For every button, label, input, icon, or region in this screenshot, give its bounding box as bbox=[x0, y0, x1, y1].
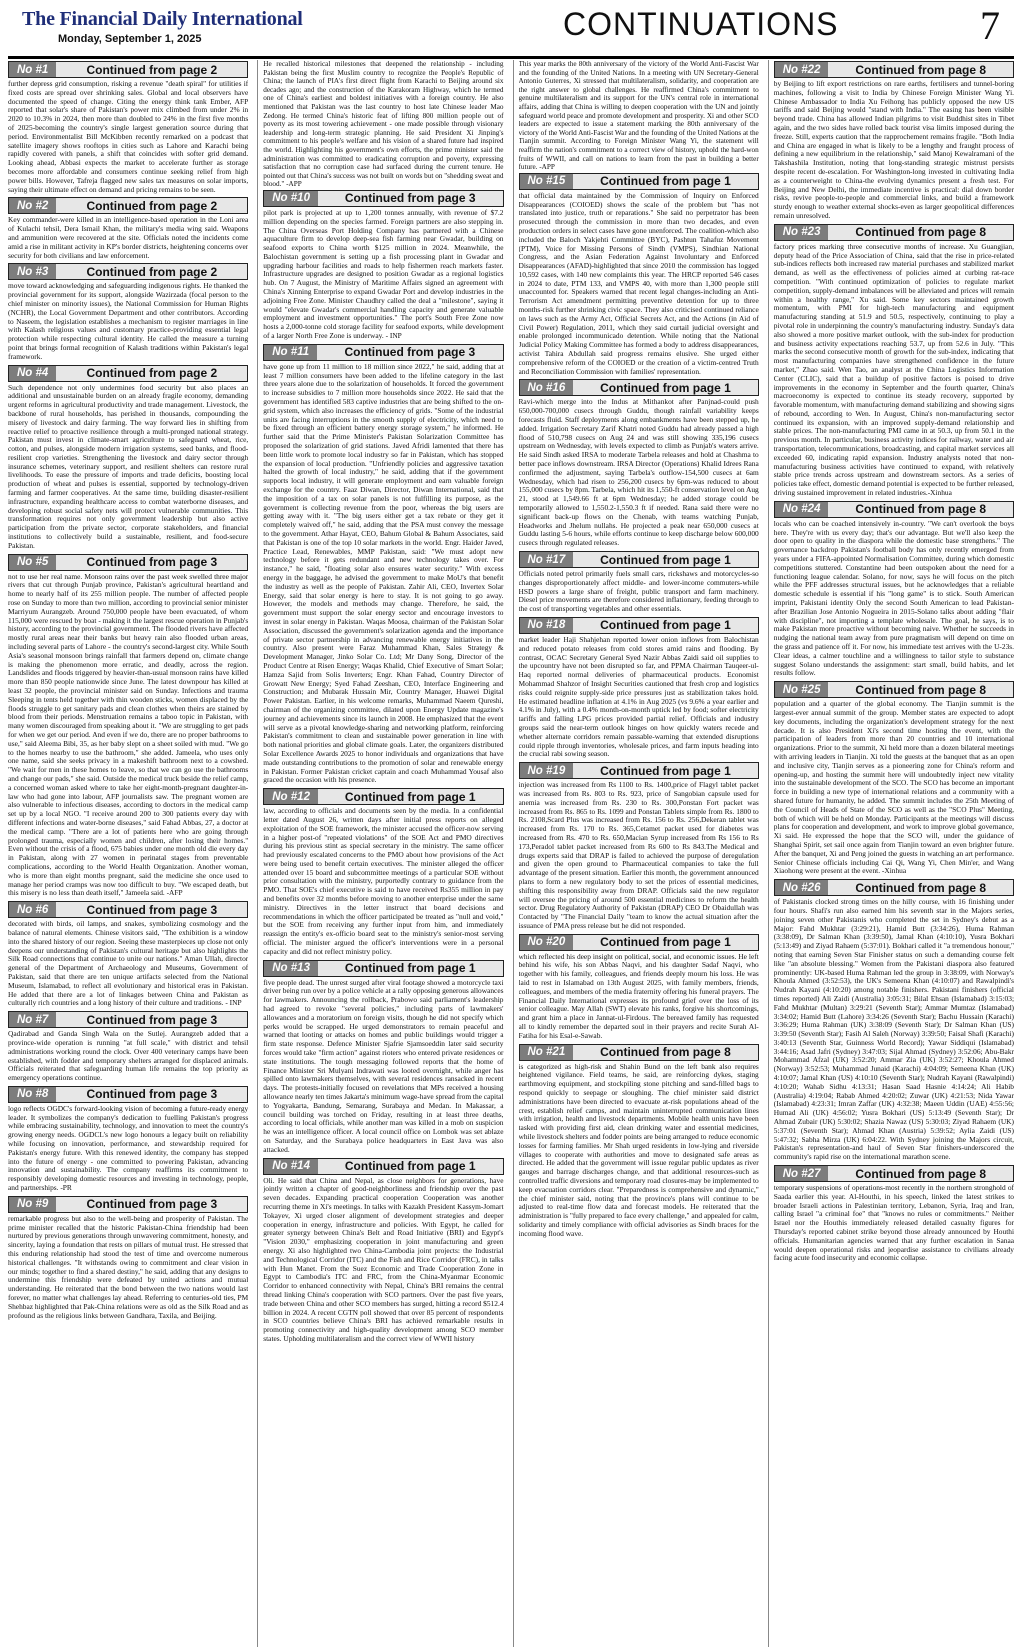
story-14 bbox=[263, 1157, 503, 1344]
story-11 bbox=[263, 343, 503, 785]
story-3 bbox=[8, 262, 248, 361]
story-header bbox=[774, 501, 1014, 518]
story-number: No #15 bbox=[520, 174, 574, 189]
story-number: No #18 bbox=[520, 618, 574, 633]
continued-from-label: Continued from page 8 bbox=[855, 1166, 987, 1181]
story-number: No #14 bbox=[264, 1159, 318, 1174]
story-body: Qadirabad and Ganda Singh Wala on the Sutlej. Aurangzeb added that a province-wide operation is running "at full scale," with district and tehsil administrations working round the clock. Over 400 veterinary camps have been established, with fodder and temporary shelters arranged for displaced animals. Officials reiterated that safeguarding human life remains the top priority as emergency operations continue. bbox=[8, 1030, 249, 1083]
story-header bbox=[8, 901, 248, 918]
story-5 bbox=[8, 553, 248, 898]
story-17 bbox=[519, 550, 759, 614]
story-header bbox=[774, 61, 1014, 78]
column-1 bbox=[8, 60, 248, 1647]
story-header bbox=[8, 263, 248, 280]
story-header bbox=[8, 1011, 248, 1028]
story-header bbox=[263, 344, 503, 361]
story-header bbox=[519, 173, 759, 190]
story-header bbox=[8, 1196, 248, 1213]
story-body: Key commander-were killed in an intelligence-based operation in the Loni area of Kulachi tehsil, Dera Ismail Khan, the military's media wing said. Weapons and ammunition were recovered at the site. Officials noted the incidents come amid a rise in militant activity in KP's border districts, heightening concerns over security for both civilians and law enforcement. bbox=[8, 216, 249, 260]
story-number: No #16 bbox=[520, 380, 574, 395]
story-9 bbox=[8, 1195, 248, 1321]
story-body: logo reflects OGDC's forward-looking vision of becoming a future-ready energy leader. It symbolizes the company's dedication to fuelling Pakistan's progress while embracing sustainability, technology, and innovation to meet the country's growing energy needs. OGDCL's new logo honours a legacy built on reliability while focusing on innovation, performance, and stewardship required for Pakistan's energy future. With this renewed identity, the company has stepped into the future of energy - one committed to powering Pakistan, advancing innovation and sustainability. The company reaffirms its commitment to responsibly developing domestic resources and investing in technology, people, and partnerships. -PR bbox=[8, 1104, 249, 1193]
continued-from-label: Continued from page 3 bbox=[86, 1197, 218, 1212]
story-2 bbox=[8, 196, 248, 260]
story-12 bbox=[263, 787, 503, 957]
story-body: law, according to officials and documents seen by the media. In a confidential letter dated August 26, written days after initial press reports on alleged exploitation of the SOE framework, the minister accused the officer-now serving in a higher post-of "repeated violations" of the SOE Act and PMO directives during his previous stint as special secretary in the ministry. The same officer had previously escalated concerns to the PMO about how provisions of the Act were being used to benefit certain executives. The minister alleged the officer attended over 15 board and subcommittee meetings of a particular SOE without prior consultation with the ministry, purportedly contrary to guidance from the PMO. That SOE's chief executive is said to have received Rs355 million in pay and benefits over 32 months before moving to another enterprise under the same ministry. Directives in the letter instruct that board decisions and recommendations in which the officer participated be treated as "null and void," but the SOE from receiving any further input from him, and immediately reassign the entity's ex-officio board seat to the ministry's senior-most serving official. The minister argued the officer's interventions were in a personal capacity and did not reflect ministry policy. bbox=[263, 807, 504, 956]
story-26 bbox=[774, 878, 1014, 1162]
story-body: decorated with birds, oil lamps, and snakes, symbolizing cosmology and the balance of natural elements. Chinese visitors said, "The exhibition is a window into the shared history of our region. Seeing these masterpieces up close not only deepens our understanding of Pakistan's cultural heritage but also highlights the Silk Road connections that continue to unite our nations." Aman Ullah, director general of the Department of Archaeology and Museums, Government of Pakistan, said that there are ten unique artifacts selected from the National Museum, Islamabad, to reflect all evolutionary and historical eras in Pakistan. He added that there are a lot of linkages between China and Pakistan as culturally rich countries and a long history of their culture and traditions. - INP bbox=[8, 920, 249, 1008]
story-body: market leader Haji Shahjehan reported lower onion inflows from Balochistan and reduced potato releases from cold stores amid rains and flooding. By contrast, OCAC Secretary General Syed Nazir Abbas Zaidi said oil supplies to the upcountry have not been disrupted so far, and PPMA Chairman Tauqeer-ul-Haq reported normal deliveries of pharmaceutical products. Economist Mohammad Shahzor of Insight Securities cautioned that fresh crop and logistics risks could reignite supply-side price pressures just as stabilization takes hold. He estimated headline inflation at 4.1% in Aug 2025 (vs 9.6% a year earlier and 4.1% in July), with a 0.4% month-on-month uptick led by food; softer electricity tariffs and falling LPG prices provided partial relief. Officials and industry groups said the near-term outlook hinges on how quickly waters recede and whether alternate corridors remain passable-warning that extended disruptions could ripple through inventories, wholesale prices, and farm inputs heading into the crucial rabi sowing season. bbox=[518, 635, 759, 759]
continued-from-label: Continued from page 8 bbox=[855, 880, 987, 895]
story-number: No #19 bbox=[520, 763, 574, 778]
story-7 bbox=[8, 1010, 248, 1083]
story-body: population and a quarter of the global economy. The Tianjin summit is the largest-ever annual summit of the group. Member states are expected to adopt key documents, including the organization's development strategy for the next decade. It is also President Xi's second time hosting the event, with the participation of leaders from more than 20 countries and 10 international organizations. Prior to the summit, Xi held more than a dozen bilateral meetings with arriving leaders in Tianjin. Xi told the guests at the banquet that as an open and inclusive city, Tianjin serves as a pioneering zone for China's reform and opening-up, and hosting the summit here will undoubtedly inject new vitality into the sustainable development of the SCO. The SCO has become an important force in building a new type of international relations and a community with a shared future for humanity, he added. The summit includes the 25th Meeting of the Council of Heads of State of the SCO as well as the "SCO Plus" Meeting, both of which will be held on Monday. Participants at the meetings will discuss plans for cooperation and development, and work to improve global governance, Xi said. He expressed the hope that the SCO will, under the guidance of Shanghai Spirit, set sail once again from Tianjin toward an even brighter future. After the banquet, Xi and Peng joined the guests in watching an art performance. Senior Chinese officials including Cai Qi, Wang Yi, Chen Min'er, and Wang Xiaohong were present at the event. -Xinhua bbox=[773, 700, 1014, 876]
continued-from-label: Continued from page 3 bbox=[86, 902, 218, 917]
continued-from-label: Continued from page 2 bbox=[86, 62, 218, 77]
column-3-lead-text: This year marks the 80th anniversary of the victory of the World Anti-Fascist War and the founding of the United Nations. In a meeting with UN Secretary-General Antonio Guterres, Xi stressed that multilateralism, solidarity, and cooperation are the right answer to global challenges. He reaffirmed China's commitment to genuine multilateralism and its support for the UN's central role in international affairs, adding that China is willing to deepen cooperation with the UN and jointly safeguard world peace and promote development and prosperity. Xi and other SCO leaders are expected to issue a statement marking the 80th anniversary of the victory of the World Anti-Fascist War and the founding of the United Nations at the Tianjin summit. According to Foreign Minister Wang Yi, the statement will reaffirm the nation's commitment to a correct view of history, uphold the hard-won fruits of WWII, and call on nations to learn from the past in building a better future. -APP bbox=[518, 60, 759, 172]
column-4 bbox=[768, 60, 1014, 1647]
continued-from-label: Continued from page 2 bbox=[86, 366, 218, 381]
continued-from-label: Continued from page 3 bbox=[86, 1012, 218, 1027]
continued-from-label: Continued from page 1 bbox=[344, 789, 476, 804]
story-number: No #17 bbox=[520, 552, 574, 567]
story-body: pilot park is projected at up to 1,200 tonnes annually, with revenue of $7.2 million depending on the species farmed. Foreign partners are also stepping in. The China Overseas Port Holding Company has partnered with a Chinese aquaculture firm to develop deep-sea fish farming near Gwadar, building on seafood exports to China worth $125 million in 2024. Meanwhile, the Balochistan government is setting up a fish processing plant in Gwadar and upgrading harbour facilities and roads to help fishermen reach markets faster. Infrastructure upgrades are designed to position Gwadar as a regional logistics hub. On 7 August, the Ministry of Maritime Affairs signed an agreement with China's Xinning Enterprise to expand Gwadar Port and develop industries in the adjoining Free Zone. Minister Chaudhry called the deal a "milestone", saying it would "elevate Gwadar's commercial handling capacity and generate valuable employment and investment opportunities." The port's South Free Zone now hosts a 2,000-tonne cold storage facility for seafood exports, while development of a larger North Free Zone is underway. - INP bbox=[263, 208, 504, 341]
story-number: No #26 bbox=[775, 880, 829, 895]
story-number: No #1 bbox=[9, 62, 56, 77]
story-8 bbox=[8, 1085, 248, 1193]
story-1 bbox=[8, 60, 248, 194]
story-18 bbox=[519, 616, 759, 759]
story-header bbox=[519, 617, 759, 634]
continued-from-label: Continued from page 1 bbox=[600, 618, 731, 633]
story-22 bbox=[774, 60, 1014, 221]
masthead bbox=[8, 0, 1014, 59]
story-number: No #7 bbox=[9, 1012, 56, 1027]
continued-from-label: Continued from page 8 bbox=[600, 1045, 731, 1060]
story-number: No #6 bbox=[9, 902, 56, 917]
story-body: Such dependence not only undermines food security but also places an additional and unsustainable burden on an already fragile economy, demanding urgent reforms in agricultural productivity and trade management. Livestock, the backbone of rural households, has perished in thousands, compounding the misery of livestock and dairy farming. The way forward lies in shifting from reactive relief to proactive resilience through a multi-pronged national strategy. Pakistan must invest in climate-smart agriculture to safeguard wheat, rice, cotton, and pulses, alongside modern irrigation systems, seed banks, and flood-resilient crop varieties. Strengthening the livestock and dairy sector through insurance schemes, veterinary support, and resilient shelters can restore rural livelihoods. To ease the pressure of imports and trade deficits, boosting local production of wheat and pulses is essential, supported by technology-driven farming and farmer cooperatives. At the same time, building disaster-resilient infrastructure, expanding healthcare access to combat waterborne diseases, and developing robust social safety nets will protect vulnerable communities. This transformation requires not only government leadership but also active participation from the private sector, corporate stakeholders, and financial institutions to collectively build a sustainable, resilient, and food-secure Pakistan. bbox=[8, 383, 249, 550]
story-21 bbox=[519, 1043, 759, 1239]
continued-from-label: Continued from page 8 bbox=[855, 682, 987, 697]
story-number: No #27 bbox=[775, 1166, 829, 1181]
columns bbox=[8, 60, 1014, 1647]
story-number: No #11 bbox=[264, 345, 317, 360]
story-header bbox=[519, 762, 759, 779]
story-19 bbox=[519, 761, 759, 931]
story-number: No #13 bbox=[264, 961, 318, 976]
story-number: No #12 bbox=[264, 789, 318, 804]
story-number: No #23 bbox=[775, 225, 829, 240]
newspaper-brand: The Financial Daily International bbox=[22, 8, 303, 30]
story-header bbox=[263, 1158, 503, 1175]
continued-from-label: Continued from page 1 bbox=[600, 935, 731, 950]
continued-from-label: Continued from page 3 bbox=[344, 345, 476, 360]
story-13 bbox=[263, 959, 503, 1155]
story-27 bbox=[774, 1164, 1014, 1263]
story-4 bbox=[8, 364, 248, 551]
story-header bbox=[519, 379, 759, 396]
column-2-lead-text: He recalled historical milestones that deepened the relationship - including Pakistan being the first Muslim country to recognize the People's Republic of China; the launch of PIA's first direct flight from Karachi to Beijing around six decades ago; and the construction of the Karakoram Highway, which he termed one of China's earliest and boldest initiatives with a foreign country. He also mentioned that Pakistan was the last country to host late Chinese leader Mao Zedong. He termed China's historic feat of lifting 800 million people out of poverty as its most towering achievement - one made possible through visionary leadership and long-term strategic planning. He said President Xi Jinping's commitment to his people's welfare and his vision of a shared future had inspired the world. Highlighting his government's own efforts, the prime minister said the administration was committed to eradicating corruption and poverty, expressing satisfaction that no corruption case had surfaced during the current tenure. He pointed out that China's success was not built on words but on "shedding sweat and blood." -APP bbox=[263, 60, 504, 189]
story-header bbox=[8, 61, 248, 78]
continued-from-label: Continued from page 8 bbox=[855, 225, 987, 240]
story-body: Oli. He said that China and Nepal, as close neighbors for generations, have jointly written a chapter of good-neighborliness and friendship over the past seven decades. Expanding practical cooperation Cooperation was another recurring theme in Xi's meetings. In talks with Kazakh President Kassym-Jomart Tokayev, Xi urged closer alignment of development strategies and deeper cooperation in energy, infrastructure and policies. With Egypt, he called for greater synergy between China's Belt and Road Initiative (BRI) and Egypt's "Vision 2030," emphasizing cooperation in joint manufacturing and green energy. Xi also highlighted two China-Cambodia joint projects: the Industrial and Technological Corridor (ITC) and the Fish and Rice Corridor (FRC), in talks with Hun Manet. From the Suez Economic and Trade Cooperation Zone in Egypt to Cambodia's ITC and FRC, from the China-Myanmar Economic Corridor to enhanced connectivity with Nepal, China's BRI remains the central thread linking China's cooperation with SCO partners. Over the past five years, trade between China and other SCO members has surged, hitting a record $512.4 billion in 2024. A recent CGTN poll showed that over 85 percent of respondents in SCO countries believe China's BRI has achieved remarkable results in promoting connectivity and high-quality development among SCO member states. Upholding multilateralism and the correct view of WWII history bbox=[263, 1176, 504, 1343]
story-body: temporary suspensions of operations-most recently in the northern stronghold of Saada earlier this year. Al-Houthi, in his speech, linked the latest strikes to broader Israeli actions in Palestinian territory, Lebanon, Syria, Iraq and Iran, calling Israel "a criminal foe" that "knows no rules or commitments." Neither Israel nor the Houthis immediately released detailed casualty figures for Thursday's reported cabinet strike beyond those already announced by Houthi officials. Humanitarian agencies warned that any further escalation in Sanaa would deepen operational risks and jeopardise assistance to civilians already facing acute food insecurity and economic collapse. bbox=[773, 1184, 1014, 1263]
story-number: No #5 bbox=[9, 555, 56, 570]
story-number: No #25 bbox=[775, 682, 829, 697]
continued-from-label: Continued from page 3 bbox=[86, 1087, 218, 1102]
continued-from-label: Continued from page 1 bbox=[600, 763, 731, 778]
story-header bbox=[519, 551, 759, 568]
continued-from-label: Continued from page 8 bbox=[855, 502, 987, 517]
story-header bbox=[263, 190, 503, 207]
story-header bbox=[8, 197, 248, 214]
story-header bbox=[774, 1165, 1014, 1182]
story-body: remarkable progress but also to the well-being and prosperity of Pakistan. The prime minister recalled that the historic Pakistan-China friendship had been nurtured by previous generations through unwavering commitment, honesty, and sincerity, laying a foundation that rests on pillars of mutual trust. He stressed that this enduring relationship had stood the test of time and overcome numerous historical challenges. "It withstands owing to commitment and clear vision in our minds; together to find a shared destiny," he said, adding that any designs to undermine this friendship were defeated by united actions and mutual understanding. He reiterated that the bond between the two nations would last forever, no matter what challenges lay ahead. Referring to centuries-old ties, PM Shehbaz highlighted that Pak-China relations were as old as the Silk Road and as profound as the religious links between Gandhara, Taxila, and Beijing. bbox=[8, 1214, 249, 1320]
story-header bbox=[8, 1086, 248, 1103]
continued-from-label: Continued from page 8 bbox=[855, 62, 987, 77]
story-body: have gone up from 11 million to 18 million since 2022," he said, adding that at least 7 million consumers have been added to the lifeline category in the last three years alone due to the solarization of households. It forced the government to increase subsidies to 7 million more households since 2022. He said that the government has identified 583 captive industries that are being shifted to the on-grid system, which also increases the efficiency of grids. "Some of the industrial units are facing interruptions in the smooth supply of electricity, which need to be fixed through an efficient battery energy storage system," he informed. He further said that the Prime Minister's Pakistan Solarization Committee has proposed the solarization of grid stations. Javed Afridi lamented that there has been little work to promote local industry so far in Pakistan, which has stopped the expansion of local production. "Unfriendly policies and aggressive taxation halted the growth of local industry," he said, adding that if the government supports local industry, it will generate employment and earn valuable foreign exchange for the country. Faaz Diwan, Director, Diwan International, said that the imposition of a tax on solar panels is not fulfilling its purpose, as the government is collecting revenue from the poor, whereas the big users are getting away with it. "The big users either get a tax rebate or they get it completely waived off," he said, adding that the PSA must convey the message to the government. Athar Hayat, CEO, Bahum Global & Bahum Associates, said that Pakistan is one of the top 10 solar markets in the world. Engr. Haider Javed, Practice Lead, Renewables, MMP Pakistan, said: "We must adopt new technology before it gets redundant and new technology takes over. For instance," he said, "floating solar also ensures water security." With excess energy in the baggage, he advised the government to make MoU's that benefit the industry as well as the people of Pakistan. Zahir Ali, CEO, Invertex Solar Energy, said that solar energy is here to stay. It is not going to go away. However, the models and methods may change. Therefore, he said, the government must support the solar energy sector and encourage investors to invest in solar energy in Pakistan. Waqas Moosa, chairman of the Pakistan Solar Association, discussed the government's solarization agenda and the importance of private sector partnership in advancing renewable energy initiatives in the country. Also present were Faraz Muhammad Khan, Sales Strategy & Development Manager, Jinko Solar Co. Ltd; Mr Dany Song, Director of the Product Centre at Risen Energy; Waqas Khalid, Chief Executive of Smart Solar; Hamza Sajid from Solis Inverters; Engr. Khan Fahad, Country Director of Growatt New Energy; Syed Fahad Zeeshan, CEO, Interface Engineering and Construction; and Mubarak Hussain Mir, Country Manager, Huawei Digital Power Pakistan. Earlier, in his welcome remarks, Muhammad Naeem Qureshi, chairman of the organizing committee, dilated upon Energy Update magazine's journey and achievements since its launch in 2008. He emphasized that the event will serve as a pivotal knowledge-sharing and networking platform, reinforcing Pakistan's commitment to clean and sustainable power generation in line with both national priorities and global climate goals. Later, the organizers distributed Solar Excellence Awards 2025 to honor individuals and organizations that have made outstanding contributions to the promotion of solar and renewable energy in Pakistan. Former Pakistan cricket captain and coach Muhammad Yousaf also graced the occasion with his presence. bbox=[263, 362, 504, 785]
story-number: No #10 bbox=[264, 191, 318, 206]
story-number: No #8 bbox=[9, 1087, 56, 1102]
story-6 bbox=[8, 900, 248, 1008]
story-10 bbox=[263, 189, 503, 341]
continued-from-label: Continued from page 2 bbox=[86, 264, 218, 279]
issue-date: Monday, September 1, 2025 bbox=[58, 33, 202, 45]
story-header bbox=[263, 788, 503, 805]
story-number: No #9 bbox=[9, 1197, 56, 1212]
story-23 bbox=[774, 223, 1014, 498]
continued-from-label: Continued from page 1 bbox=[600, 174, 731, 189]
story-body: which reflected his deep insight on political, social, and economic issues. He left behind his wife, his son Abbas Naqvi, and his daughter Sadaf Naqvi, who together with his family, colleagues, and friends deeply mourn his loss. He was laid to rest in Islamabad on 13th August 2025, with family members, friends, colleagues, and members of the media fraternity offering his funeral prayers. The Financial Daily International expresses its profound grief over the loss of its senior colleague. May Allah (SWT) elevate his ranks, forgive his shortcomings, and grant him a place in Jannat-ul-Firdous. The bereaved family has requested all to kindly remember the departed soul in their prayers and recite Surah Al-Fatiha for his Esal-e-Sawab. bbox=[518, 952, 759, 1040]
story-body: further depress grid consumption, risking a revenue "death spiral" for utilities if fixed costs are spread over shrinking sales. Global and local observers have documented the speed of change. Citing the energy think tank Ember, AFP reported that solar's share of Pakistan's power mix climbed from under 2% in 2020 to 10.3% in 2024, then more than doubled to 24% in the first five months of 2025-becoming the country's single largest generation source during that period. Environmentalist Bill McKibben recently remarked on a podcast that satellite imagery shows rooftops in cities such as Lahore and Karachi being rapidly covered with panels, a shift that coincides with softer grid demand. Looking ahead, Abbasi expects the market to accelerate further as storage becomes more affordable and consumers continue seeking relief from high power bills. However, Tafreja flagged new sales tax measures on solar imports, saying their ultimate effect on demand and pricing remains to be seen. bbox=[8, 80, 249, 194]
column-2 bbox=[257, 60, 503, 1647]
story-24 bbox=[774, 500, 1014, 678]
continued-from-label: Continued from page 3 bbox=[86, 555, 218, 570]
story-number: No #4 bbox=[9, 366, 56, 381]
story-header bbox=[8, 554, 248, 571]
story-20 bbox=[519, 933, 759, 1041]
story-number: No #3 bbox=[9, 264, 56, 279]
story-body: of Pakistanis clocked strong times on the hilly course, with 16 finishing under four hours. Shafi's run also earned him his seventh star in the Majors series, joining seven other Pakistanis who completed the set in Sydney's debut as a Major: Fahd Mukhtar (3:29:21), Hamid Butt (3:34:26), Huma Rahman (3:38:09), Dr Salman Khan (3:39:50), Jamal Khan (4:10:10), Yusra Bokhari (5:13:49) and Ziyad Rahaem (5:37:01). Bokhari called it "a tremendous honour," noting that earning Seven Star Finisher status on such a demanding course felt like "an absolute blessing." Women from the Pakistani diaspora also featured prominently: UK-based Huma Rahman led the group in 3:38:09, with Norway's Khoula Ahmed (3:52:53), the UK's Semeena Khan (4:10:07) and Rawalpindi's Nudrah Kayani (4:10:20) among notable finishers. Pakistani finishers (official times reported) Ali Zaidi (Australia) 3:05:31; Bilal Ehsan (Islamabad) 3:15:03; Fahd Mukhtar (Multan) 3:29:21 (Seventh Star); Ammar Mumtaz (Islamabad) 3:34:02; Hamid Butt (Lahore) 3:34:26 (Seventh Star); Bachu Hussain (Karachi) 3:36:29; Huma Rahman (UK) 3:38:09 (Seventh Star); Dr Salman Khan (US) 3:39:50 (Seventh Star); Fasih Al Saleh (Norway) 3:39:50; Faisal Shafi (Karachi) 3:40:13 (Seventh Star, Guinness World Record); Yawar Siddiqui (Islamabad) 3:44:16; Asad Jafri (Sydney) 3:47:03; Sijal Ahmad (Sydney) 3:52:06; Abu-Bakr Mohammad Afzal (UK) 3:52:20; Ammar Zia (UK) 3:52:27; Khoula Ahmed (Norway) 3:52:53; Muhammad Junaid (Karachi) 4:04:09; Semeena Khan (UK) 4:10:07; Jamal Khan (US) 4:10:10 (Seventh Star); Nudrah Kayani (Rawalpindi) 4:10:20; Wahab Sidhu 4:13:31; Hasan Saad Hasnie 4:14:24; Ali Habib (Australia) 4:19:04; Rabab Ahmed 4:20:02; Zuwar (UK) 4:21:53; Nida Yawar (Islamabad) 4:23:31; Imran Zaffar (UK) 4:32:38; Maeen Uddin (UAE) 4:55:56; Humad Ali (UK) 4:56:02; Yusra Bokhari (US) 5:13:49 (Seventh Star); Dr Ahmad Zubair (UK) 5:30:02; Shazia Nawaz (US) 5:30:03; Ziyad Rahaem (UK) 5:37:01 (Seventh Star); Ahmad Khan (Austria) 5:39:52; Aylia Zaidi (US) 5:47:32; Sabha Mirza (UK) 6:04:22. With Sydney joining the Majors circuit, Pakistan's representation-and haul of Seven Star finishers-underscored the community's rapid rise on the international marathon scene. bbox=[773, 898, 1014, 1162]
story-body: that official data maintained by the Commission of Inquiry on Enforced Disappearances (COIOED) shows the scale of the problem but "has not translated into justice, truth or reparations." She said no perpetrator has been prosecuted through the commission in more than two decades, and even production orders in select cases have gone unenforced. The coalition-which also included the Baloch Yakjehti Committee (BYC), Pashtun Tahafuz Movement (PTM), Voice for Missing Persons of Sindh (VMPS), Sindhian National Congress, and the Asian Federation Against Involuntary and Enforced Disappearances (AFAD)-highlighted that since 2010 the commission has logged 10,592 cases, with 140 new complaints this year. The HRCP reported 546 cases in 2024 to date, PTM 133, and VMPS 40, with more than 1,300 people still unaccounted for. Speakers warned that recent legal changes-including an Anti-Terrorism Act amendment permitting preventive detention for up to three months-risk further shrinking civic space. They also criticised continued reliance on laws such as the Army Act, Official Secrets Act, and the Actions (in Aid of Civil Power) Regulation, 2011, which they said curtail judicial oversight and enable prolonged incommunicado detention. While noting that the National Judicial Policy Making Committee has formed a body to address disappearances, activist Tahira Abdullah said progress remains elusive. She urged either comprehensive reform of the COIOED or the creation of a victim-centred Truth and Reconciliation Commission with families' representation. bbox=[518, 191, 759, 376]
section-title: CONTINUATIONS bbox=[563, 6, 839, 42]
story-header bbox=[774, 224, 1014, 241]
story-number: No #2 bbox=[9, 198, 56, 213]
story-25 bbox=[774, 680, 1014, 876]
story-header bbox=[8, 365, 248, 382]
story-number: No #20 bbox=[520, 935, 574, 950]
continued-from-label: Continued from page 1 bbox=[344, 1159, 476, 1174]
story-body: is categorized as high-risk and Shahin Bund on the left bank also requires heightened vigilance. Field teams, he said, are reinforcing dykes, staging earthmoving equipment, and stockpiling stone pitching and sand-filled bags to respond quickly to seepage or sloughing. The chief minister said district administrations have been directed to evacuate at-risk populations ahead of the crest, establish relief camps, and maintain uninterrupted communication lines with irrigation, health and livestock departments. Mobile health units have been tasked with providing first aid, clean drinking water and essential medicines, while livestock shelters and fodder points are being arranged to reduce economic losses for farming families. Mr Shah urged residents in low-lying and riverside villages to cooperate with authorities and move to designated safe areas as directed. He added that the government will issue regular public updates as river gauges and barrage discharges change, and that additional resources-such as controlled traffic diversions and temporary road closures-may be implemented to keep evacuation corridors clear. "Preparedness is comprehensive and dynamic," the chief minister said, noting that the province's plans will continue to be adjusted to real-time flow data and forecast models. He reiterated that the administration is "fully prepared to face every challenge," and appealed for calm, solidarity and timely compliance with official advisories as Sindh braces for the incoming flood wave. bbox=[518, 1062, 759, 1238]
continued-from-label: Continued from page 1 bbox=[600, 380, 731, 395]
story-header bbox=[519, 1044, 759, 1061]
story-body: Ravi-which merge into the Indus at Mithankot after Panjnad-could push 650,000-700,000 cusecs through Guddu, though rainfall variability keeps forecasts fluid. Staff deployments along embankments have been stepped up, he added. Irrigation Secretary Zarif Khatri noted Guddu had already passed a high flood of 510,798 cusecs on Aug 24 and was still showing 335,196 cusecs upstream on Wednesday, with levels expected to climb as Punjab's waters arrive. He said Sindh asked IRSA to moderate Tarbela releases and hold at Chashma to better pace inflows downstream. IRSA Director (Operations) Khalid Idrees Rana confirmed the adjustment, saying Tarbela's outflow-154,500 cusecs at 6am Wednesday, which had risen to 256,200 cusecs by 6pm-was reduced to about 155,000 cusecs by 8pm. Tarbela, which hit its 1,550-ft conservation level on Aug 21, stood at 1,549.66 ft at 6pm Wednesday; he added storage could be temporarily allowed to 1,550.2-1,550.3 ft if needed. Rana said there were no significant back-up flows on the Chenab, with teams watching Punjab, Headworks and Jhelum nullahs. He projected a peak near 650,000 cusecs at Guddu lasting 5-6 hours, while efforts continue to keep discharge below 600,000 cusecs through regulated releases. bbox=[518, 398, 759, 548]
story-header bbox=[263, 960, 503, 977]
story-number: No #22 bbox=[775, 62, 829, 77]
story-body: five people dead. The unrest surged after viral footage showed a motorcycle taxi driver being run over by a police vehicle at a rally opposing generous allowances for lawmakers. Announcing the rollback, Prabowo said parliament's leadership had agreed to revoke "several policies," including parts of lawmakers' allowances and a moratorium on foreign visits, though he did not specify which perks would be scrapped. He urged demonstrators to remain peaceful and warned that looting or attacks on homes and public buildings would trigger a firm state response. Defence Minister Sjafrie Sjamsoeddin later said security forces would take "firm action" against rioters who entered private residences or state institutions. The tough messaging followed reports that the home of Finance Minister Sri Mulyani Indrawati was looted overnight, while anger has spilled onto lawmakers themselves, with several residences ransacked in recent days. The protests-initially focused on revelations that MPs received a housing allowance nearly ten times Jakarta's minimum wage-have spread from the capital to Yogyakarta, Bandung, Semarang, Surabaya and Medan. In Makassar, a council building was torched on Friday, resulting in at least three deaths, according to local officials, while another man was killed in a mob on suspicion he was an intelligence officer. A local council office on Lombok was set ablaze on Saturday, and the Surabaya police headquarters in East Java was also attacked. bbox=[263, 978, 504, 1154]
story-header bbox=[774, 879, 1014, 896]
column-3 bbox=[513, 60, 759, 1647]
story-body: Officials noted petrol primarily fuels small cars, rickshaws and motorcycles-so changes disproportionately affect middle- and lower-income commuters-while HSD powers a large share of freight, public transport and farm machinery. Diesel price movements are therefore considered inflationary, feeding through to the cost of transporting vegetables and other essentials. bbox=[518, 570, 759, 614]
continued-from-label: Continued from page 2 bbox=[86, 198, 218, 213]
continued-from-label: Continued from page 1 bbox=[600, 552, 731, 567]
story-number: No #21 bbox=[520, 1045, 574, 1060]
continued-from-label: Continued from page 1 bbox=[344, 961, 476, 976]
story-15 bbox=[519, 172, 759, 377]
page-number: 7 bbox=[980, 3, 1000, 48]
story-header bbox=[519, 934, 759, 951]
story-body: injection was increased from Rs 1100 to Rs. 1400,price of Flagyl tablet packet was increased from Rs. 803 to Rs. 923, price of Sangobian capsule used for anemia was increased from Rs. 230 to Rs. 300,Ponstan Fort packet was increased from Rs. 865 to Rs. 1099 and Ponstan Tablets simple from Rs. 1800 to Rs. 2108,Scard Plus was increased from Rs. 156 to Rs. 256,Dekeran tablet was increased from Rs. 170 to Rs. 365,Cetamet packet used for diabetes was increased from Rs. 470 to Rs. 650,Macian Syrup increased from Rs 156 to Rs 173,Peradol tablet packet increased from Rs 600 to Rs 843.The Medical and drugs experts said that DRAP is failed to achieved the purpose of deregulation and given the open ground to Pharmaceutical companies to take the full advantage of the present situation. Earlier this month, the government announced plans to form a new regulatory body to set the prices of essential medicines, shifting this responsibility away from DRAP. Officials said the new regulator will oversee the pricing of around 500 essential medicines to reform the health sector. Drug Regulatory Authority of Pakistan (DRAP) CEO Dr Obaidullah was Contacted by "The Financial Daily "team to know the actual situation after the issuance of PMA press release but he did not responded. bbox=[518, 781, 759, 930]
continued-from-label: Continued from page 3 bbox=[344, 191, 476, 206]
story-header bbox=[774, 681, 1014, 698]
story-body: move toward acknowledging and safeguarding indigenous rights. He thanked the provincial government for its support, alongside Wazirzada (focal person to the chief minister on minority issues), the National Commission for Human Rights (NCHR), the Local Government Department and other contributors. According to Naseem, the legislation establishes a mechanism to register marriages in line with Kalash religious values and customary practice-providing essential legal protection while respecting cultural identity. He called the measure a turning point that brings formal recognition of Kalash traditions within Pakistan's legal framework. bbox=[8, 282, 249, 361]
story-body: by Beijing to lift export restrictions on rare earths, fertilisers and tunnel-boring machines, following a visit to India by Chinese Foreign Minister Wang Yi. Chinese Ambassador to India Xu Feihong has publicly opposed the new US tariffs and said Beijing would "stand with India." The easing has been visible beyond trade. China has allowed Indian pilgrims to visit Buddhist sites in Tibet again, and the two sides have rolled back tourist visa limits imposed during the freeze. Still, experts caution that the rapprochement remains fragile. "Both India and China are engaged in what is likely to be a lengthy and fraught process of defining a new equilibrium in the relationship," said Manoj Kewalramani of the Takshashila Institution, noting that long-standing strategic mistrust persists despite recent de-escalation. For Washington-long invested in cultivating India as a counterweight to China-the evolving dynamics present a fresh test. For Beijing and New Delhi, the immediate incentive is practical: dial down border risks, revive people-to-people and commercial links, and build a framework sturdy enough to weather external shocks-even as larger geopolitical differences remain unresolved. bbox=[773, 80, 1014, 220]
story-body: locals who can be coached intensively in-country. "We can't overlook the boys here. They're with us every day; that's our advantage. But we'll also keep the door open to quality in the diaspora while the domestic base strengthens." The governance backdrop Pakistan's football body has only recently emerged from years under a FIFA-appointed Normalisation Committee, during which domestic competitions stuttered. Constantine had been outspoken about the need for a functioning league calendar. Solano, for now, says he will focus on the pitch while the PFF addresses structural issues, but he acknowledges that a reliable domestic schedule is essential if his "long game" is to stick. South American imprint, Pakistani identity Only the second South American to lead Pakistan-after Brazilian Jose Antonio Nogueira in 2015-Solano talks about adding "flair with discipline", not importing a template wholesale. The goal, he says, is to make Pakistan more proactive without becoming naive. Whether he succeeds in nudging the national team away from pure pragmatism will depend on time on the grass and patience off it. For now, his immediate test arrives with the U-23s. Clear ideas, a calmer touchline and a willingness to tailor style to substance suggest Solano understands the assignment: start small, build habits, and let results follow. bbox=[773, 519, 1014, 678]
story-number: No #24 bbox=[775, 502, 829, 517]
story-body: factory prices marking three consecutive months of increase. Xu Guangjian, deputy head of the Price Association of China, said that the rise in price-related sub-indices reflects both increased raw material purchases and stabilized market demand, as well as the effectiveness of policies aimed at curbing rat-race competition. "With continued optimization of policies to regulate market competition, supply-demand imbalances will be alleviated and prices will remain within a healthy range," Xu said. Some key sectors maintained growth momentum, with PMI for high-tech manufacturing and equipment manufacturing standing at 51.9 and 50.5, respectively, continuing to play a pivotal role in underpinning the country's manufacturing industry. Sunday's data also showed a more positive market outlook, with the sub-index for production and business activity expectations reaching 53.7, up from 52.6 in July. "This marks the second consecutive month of growth for the sub-index, indicating that most manufacturing companies have strengthened confidence in the future market," Zhao said. Wen Tao, an analyst at the China Logistics Information Center (CLIC), said that a buildup of positive factors is poised to drive improvements in the economy in September and the fourth quarter, China's macroeconomy is expected to continue its steady recovery, supported by favorable momentum, with manufacturing demand stabilizing and showing signs of rebound, according to Wen. In August, China's non-manufacturing sector continued its expansion, with an improved supply-demand relationship and stable prices. The non-manufacturing PMI came in at 50.3, up from 50.1 in the previous month. In particular, business activity indices for railway, water and air transportation, telecommunications, broadcasting, and capital market services all exceeded 60, indicating rapid expansion. Industry analysts noted that non-manufacturing business activities have continued to expand, with relatively stable price trends across upstream and downstream sectors. As a series of policies take effect, domestic demand potential is expected to be further released, driving sustained improvement in related industries.-Xinhua bbox=[773, 242, 1014, 498]
story-body: not to use her real name. Monsoon rains over the past week swelled three major rivers that cut through Punjab province, Pakistan's agricultural heartland and home to nearly half of its 255 million people. The number of affected people rose on Sunday to more than two million, according to provincial senior minister Marriyum Aurangzeb. Around 750,000 people have been evacuated, of whom 115,000 were rescued by boat - making it the largest rescue operation in Punjab's history, according to the provincial government. The flooded rivers have affected mostly rural areas near their banks but heavy rain also flooded urban areas, including several parts of Lahore - the country's second-largest city. While South Asia's seasonal monsoon brings rainfall that farmers depend on, climate change is making the phenomenon more erratic, and deadly, across the region. Landslides and floods triggered by heavier-than-usual monsoon rains have killed more than 850 people nationwide since June. The latest downpour has killed at least 32 people, the provincial minister said on Sunday. Infections and trauma Sleeping in tents held together with thin wooden sticks, women displaced by the floods struggle to get sanitary pads and clean clothes when theirs are stained by blood from their periods. Menstruation remains a taboo topic in Pakistan, with many women discouraged from speaking about it. "We are struggling to get pads for when we get our period. And even if we do, there are no proper bathrooms to use," said Aleema Bibi, 35, as her baby slept on a sheet soiled with mud. "We go to the homes nearby to use the bathroom," she added. Jameela, who uses only one name, said she seeks privacy in a makeshift bathroom next to a cowshed. "We wait for men in these homes to leave, so that we can go use the bathrooms and change our pads," she said. Outside the medical truck beside the relief camp, a concerned woman asked where to take her eight-month-pregnant daughter-in-law who had gone into labour, AFP journalists saw. The pregnant women are also vulnerable to infectious diseases, according to doctors in the medical camp set up by a local NGO. "I receive around 200 to 300 patients every day with different infections and water-borne diseases," said Fahad Abbas, 27, a doctor at the medical camp. "There are a lot of patients here who are going through prolonged trauma, especially women and children, after losing their homes." Even without the crisis of a flood, 675 babies under one month old die every day in Pakistan, along with 27 women in perinatal stages from preventable complications, according to the World Health Organization. Another woman, who is more than eight months pregnant, said the medicine she once used to manage her period cramps was now too difficult to buy. "We escaped death, but this misery is no less than death itself," Jameela said. -AFP bbox=[8, 572, 249, 898]
story-16 bbox=[519, 378, 759, 548]
